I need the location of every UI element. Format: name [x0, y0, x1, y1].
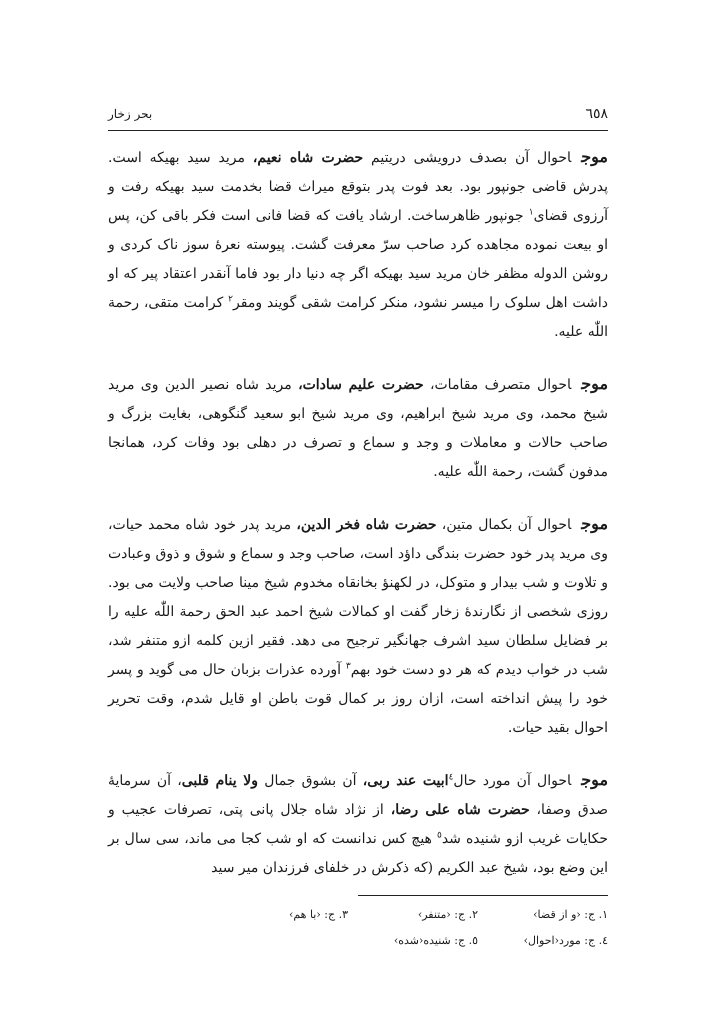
entry-text: آن بشوق جمال — [258, 773, 363, 789]
footnote-ref[interactable]: ٤ — [448, 772, 454, 783]
footnote-3: ٣. ج: ‹با هم› — [288, 908, 348, 921]
entry-text: جونپور ظاهرساخت. ارشاد یافت که قضا فانی است فکر باقی کن، پس او بیعت نموده مجاهده کرد صاحب سرّ معرفت گشت. پیوسته نعرهٔ سوز ناک کردی و روشن الدوله مظفر خان مرید سید بهیکه اگر چه دنیا دار بود فاما آنقدر اعتقاد پیر که او داشت اهل سلوک را میسر نشود، منکر کرامت شقی گویند ومقر — [108, 208, 608, 311]
entry-quote: ولا ینام قلبی — [181, 773, 259, 789]
footnote-ref[interactable]: ٣ — [345, 661, 351, 672]
page-header — [108, 104, 608, 130]
page-number: ٦٥٨ — [585, 106, 608, 122]
entry-quote: ابیت عند ربی، — [362, 773, 449, 789]
footnote-row — [108, 928, 608, 954]
footnote-rule — [358, 895, 608, 896]
body-text — [108, 142, 608, 883]
entry-text: مرید شاه نصیر الدین وی مرید شیخ محمد، وی مرید شیخ ابراهیم، وی مرید شیخ ابو سعید گنگوهی، بغایت بزرگ و صاحب حالات و معاملات و وجد و سماع و تصرف در دهلی بود وفات کرد، همانجا مدفون گشت، رحمة اللّٰه علیه. — [108, 377, 608, 480]
footnotes — [108, 902, 608, 954]
entry-text: آورده عذرات بزبان حال می گوید و پسر خود را پیش انداخته است، ازان روز بر کمال قوت باطن او قایل شدم، وقت تحریر احوال بقید حیات. — [108, 662, 608, 736]
entry-text: احوال آن بکمال متین، — [436, 517, 572, 533]
header-rule — [108, 130, 608, 131]
entry-text: احوال متصرف مقامات، — [423, 377, 572, 393]
footnote-ref[interactable]: ٥ — [436, 830, 442, 841]
footnote-1: ١. ج: ‹و از قضا› — [533, 908, 608, 921]
footnote-4: ٤. ج: مورد‹احوال› — [523, 934, 608, 947]
entry-text: هیچ کس ندانست که او شب کجا می ماند، سی سال بر این وضع بود، شیخ عبد الکریم (که ذکرش در خلفای فرزندان میر سید — [108, 831, 608, 876]
entry-name: حضرت علیم سادات، — [298, 377, 424, 393]
entry-text: احوال آن مورد حال — [453, 773, 572, 789]
entry-text: ، آن سرمایهٔ صدق وصفا، — [108, 773, 608, 818]
footnote-row — [108, 902, 608, 928]
footnote-5: ٥. ج: شنیده‹شده› — [393, 934, 478, 947]
entry-text: مرید پدر خود شاه محمد حیات، وی مرید پدر خود حضرت بندگی داؤد است، صاحب وجد و سماع و شوق و ذوق وعبادت و تلاوت و شب بیدار و متوکل، در لکهنؤ بخانقاه مخدوم شیخ مینا صاحب ولایت می بود. روزی شخصی از نگارندهٔ زخار گفت او کمالات شیخ احمد عبد الحق رحمة اللّٰه علیه را بر فضایل سلطان سید اشرف جهانگیر ترجیح می دهد. فقیر ازین کلمه ازو متنفر شد، شب در خواب دیدم که هر دو دست خود بهم — [108, 517, 608, 678]
entry-text: احوال آن بصدف درویشی دریتیم — [363, 150, 572, 166]
entry-name: حضرت شاه نعیم، — [252, 150, 364, 166]
footnote-ref[interactable]: ١ — [528, 207, 534, 218]
running-title: بحر زخار — [108, 107, 153, 121]
entry-text: کرامت متقی، رحمة اللّٰه علیه. — [108, 295, 608, 340]
entry-term: موج — [581, 374, 609, 393]
entry-term: موج — [581, 147, 608, 166]
footnote-2: ٢. ج: ‹متنفر› — [417, 908, 478, 921]
entry-fakhr-uddin — [108, 509, 608, 743]
entry-name: حضرت شاه علی رضا، — [390, 802, 530, 818]
entry-shah-naeem — [108, 142, 608, 347]
entry-text: مرید سید بهیکه است. پدرش قاضی جونپور بود. بعد فوت پدر بتوقع میراث قضا بخدمت سید بهیکه رفت و آرزوی قضای — [108, 150, 609, 224]
entry-name: حضرت شاه فخر الدین، — [296, 517, 437, 533]
footnote-ref[interactable]: ٢ — [228, 294, 234, 305]
entry-text: از نژاد شاه جلال پانی پتی، تصرفات عجیب و حکایات غریب ازو شنیده شد — [108, 802, 608, 847]
entry-term: موج — [581, 514, 609, 533]
entry-term: موج — [581, 770, 609, 789]
entry-ali-raza — [108, 765, 608, 883]
entry-aleem-sadat — [108, 369, 608, 487]
